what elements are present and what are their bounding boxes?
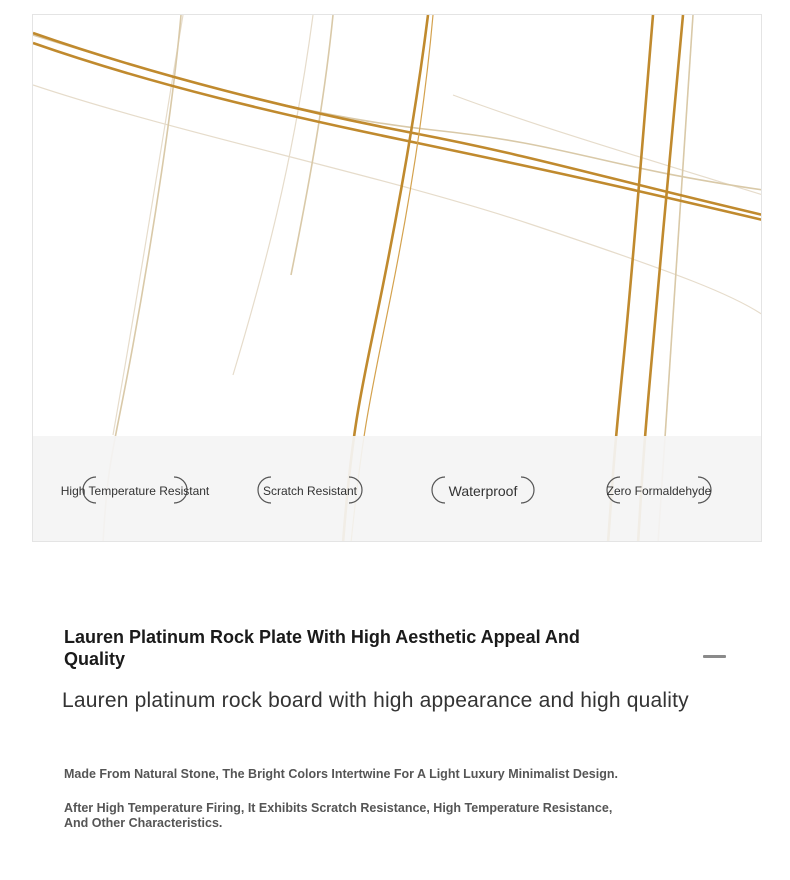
feature-zero-formaldehyde bbox=[604, 474, 714, 508]
minus-icon bbox=[703, 655, 726, 658]
feature-label: Waterproof bbox=[448, 483, 518, 499]
description-text: After High Temperature Firing, It Exhibits Scratch Resistance, High Temperature Resistance, And Other Characteristics. bbox=[64, 801, 613, 830]
product-image bbox=[32, 14, 762, 542]
feature-waterproof bbox=[429, 474, 537, 508]
feature-band bbox=[33, 436, 762, 542]
collapse-button[interactable] bbox=[700, 646, 730, 666]
feature-label: High Temperature Resistant bbox=[60, 484, 210, 498]
feature-label: Scratch Resistant bbox=[262, 484, 358, 498]
feature-high-temperature-resistant bbox=[60, 474, 210, 508]
description-text: Made From Natural Stone, The Bright Colors Intertwine For A Light Luxury Minimalist Design. bbox=[64, 767, 618, 781]
feature-scratch-resistant bbox=[255, 474, 365, 508]
feature-label: Zero Formaldehyde bbox=[606, 484, 712, 498]
section-subtitle: Lauren platinum rock board with high appearance and high quality bbox=[62, 689, 689, 712]
section-title: Lauren Platinum Rock Plate With High Aesthetic Appeal And Quality bbox=[64, 627, 580, 669]
